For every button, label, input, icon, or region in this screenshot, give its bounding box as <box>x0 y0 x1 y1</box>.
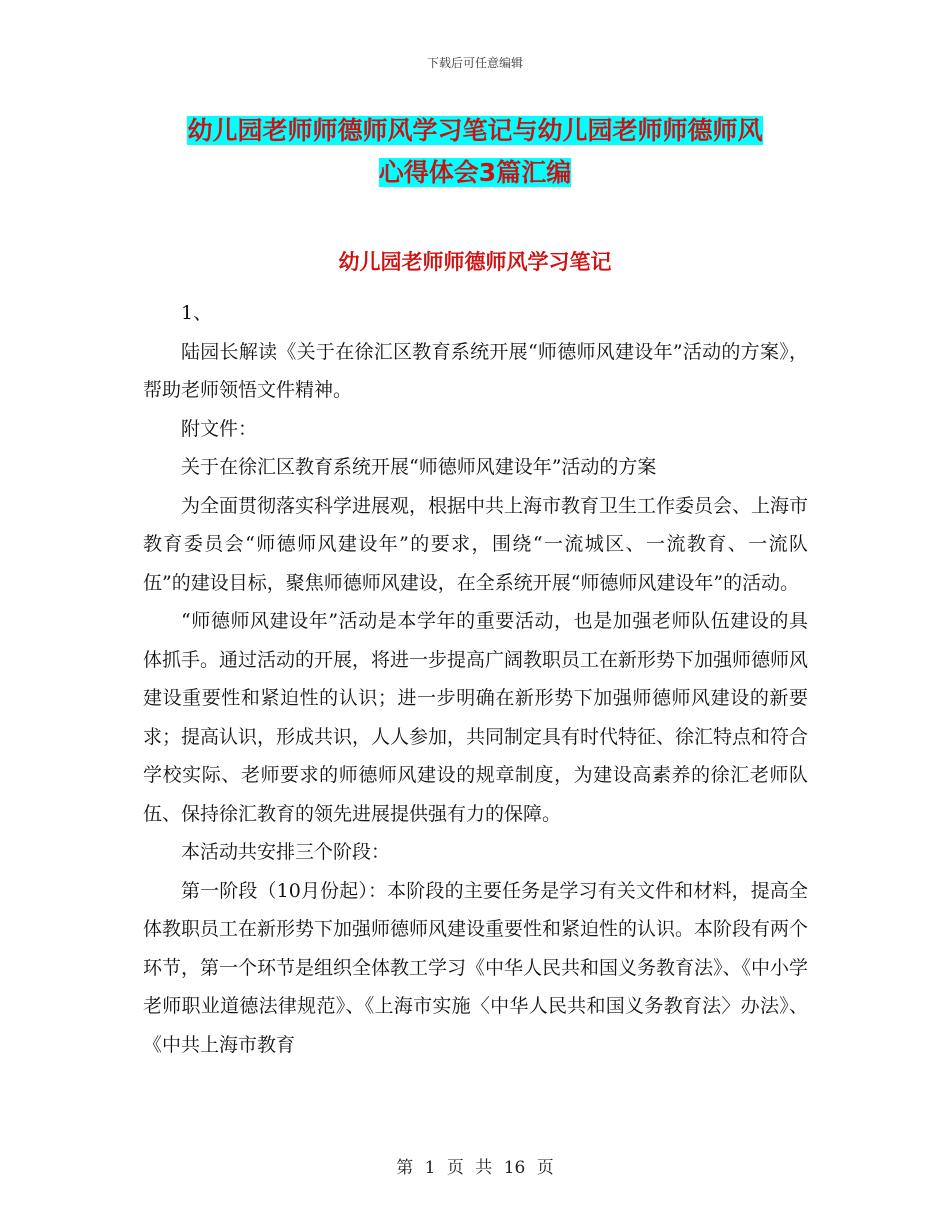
section-title: 幼儿园老师师德师风学习笔记 <box>338 250 612 274</box>
paragraph-stages: 本活动共安排三个阶段： <box>181 841 391 863</box>
page-header-note: 下载后可任意编辑 <box>426 56 523 70</box>
paragraph-number: 1、 <box>181 302 213 324</box>
document-title-line-2: 心得体会3篇汇编 <box>378 158 572 187</box>
paragraph-attachment-label: 附文件： <box>181 417 258 440</box>
paragraph-significance: “师德师风建设年”活动是本学年的重要活动，也是加强老师队伍建设的具体抓手。通过活动的开展，将进一步提高广阔教职员工在新形势下加强师德师风建设重要性和紧迫性的认识；进一步明确在新形势下加强师德师风建设的新要求；提高认识，形成共识，人人参加，共同制定具有时代特征、徐汇特点和符合学校实际、老师要求的师德师风建设的规章制度，为建设高素养的徐汇老师队伍、保持徐汇教育的领先进展提供强有力的保障。 <box>143 610 809 825</box>
paragraph-intro: 陆园长解读《关于在徐汇区教育系统开展“师德师风建设年”活动的方案》，帮助老师领悟文件精神。 <box>143 340 808 401</box>
page-footer: 第 1 页 共 16 页 <box>396 1158 554 1178</box>
document-title <box>140 110 810 194</box>
paragraph-stage-one: 第一阶段（10月份起）：本阶段的主要任务是学习有关文件和材料，提高全体教职员工在新形势下加强师德师风建设重要性和紧迫性的认识。本阶段有两个环节，第一个环节是组织全体教工学习《中华人民共和国义务教育法》、《中小学老师职业道德法律规范》、《上海市实施〈中华人民共和国义务教育法〉办法》、《中共上海市教育 <box>143 879 809 1056</box>
document-title-line-1: 幼儿园老师师德师风学习笔记与幼儿园老师师德师风 <box>187 116 763 145</box>
paragraph-attachment-title: 关于在徐汇区教育系统开展“师德师风建设年”活动的方案 <box>181 456 657 478</box>
paragraph-purpose: 为全面贯彻落实科学进展观，根据中共上海市教育卫生工作委员会、上海市教育委员会“师德师风建设年”的要求，围绕“一流城区、一流教育、一流队伍”的建设目标，聚焦师德师风建设，在全系统开展“师德师风建设年”的活动。 <box>143 494 809 594</box>
document-body <box>143 294 808 1064</box>
